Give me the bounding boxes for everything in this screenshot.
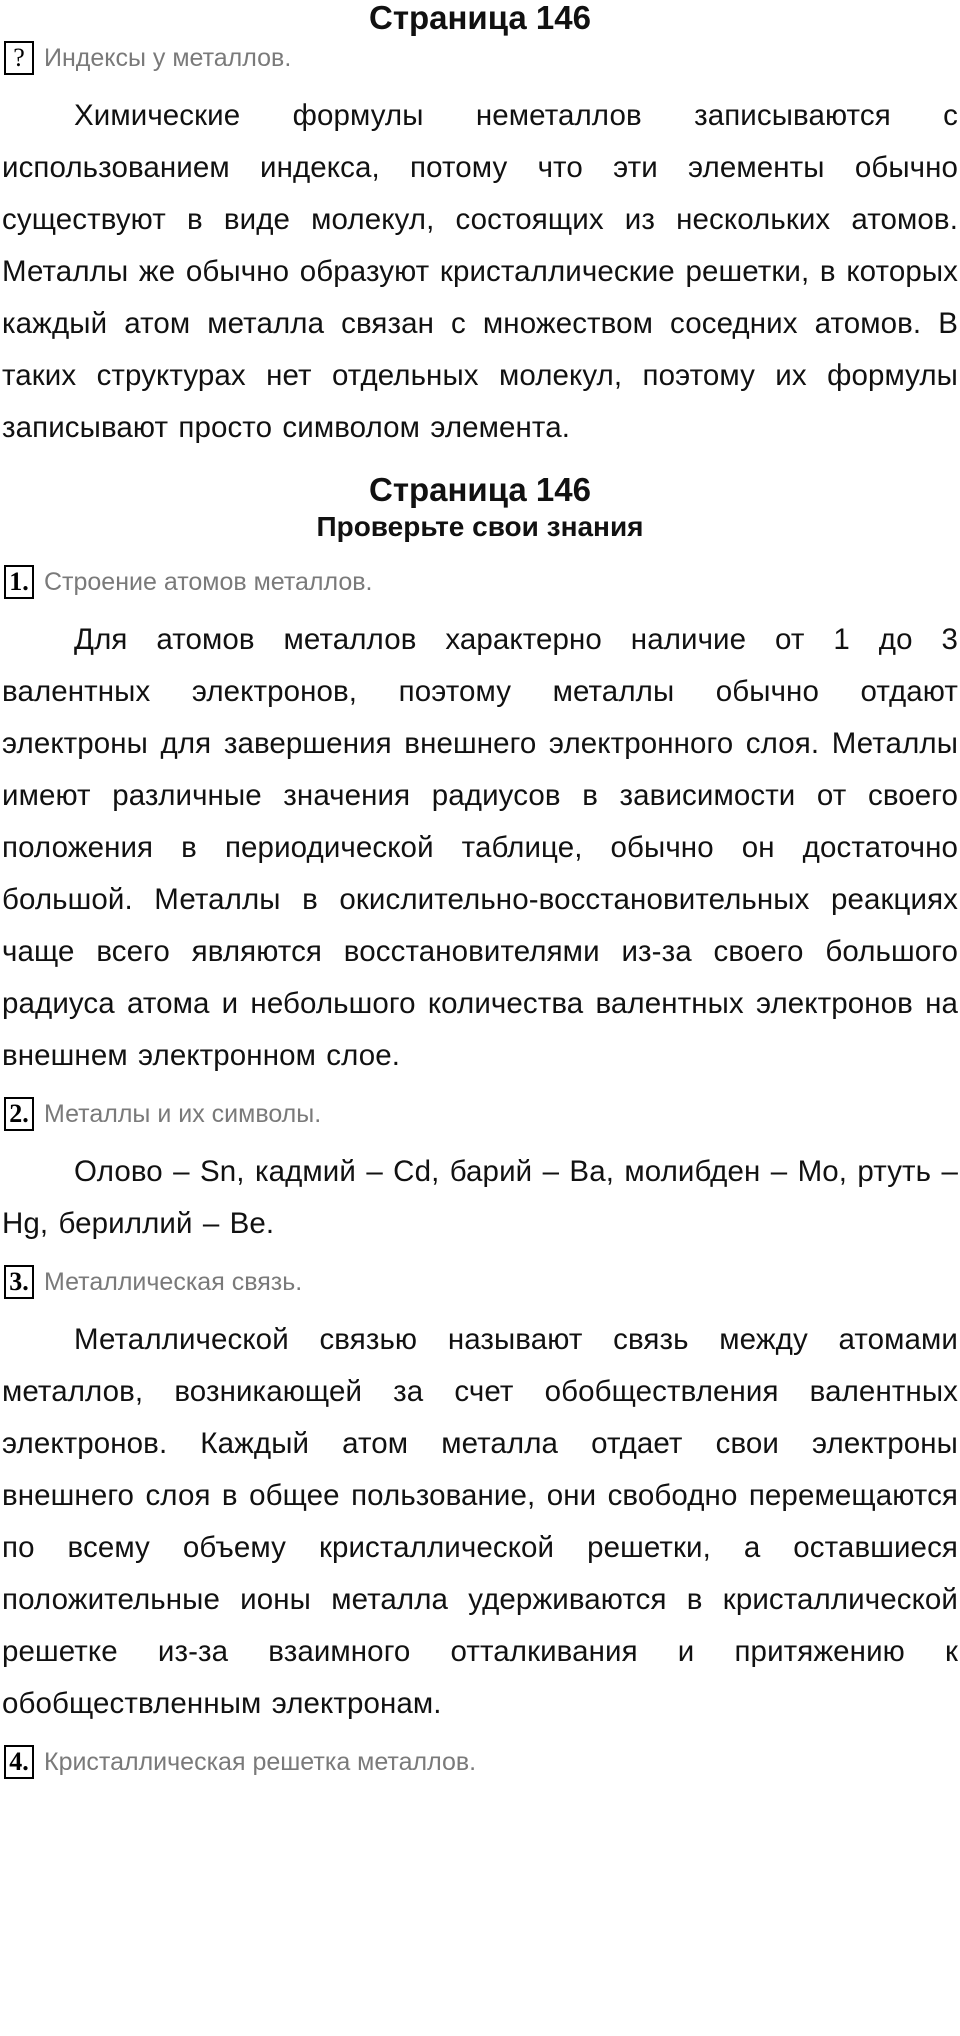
- question-label: Строение атомов металлов.: [44, 567, 373, 596]
- question-header-1: [2, 562, 958, 602]
- answer-paragraph: Олово – Sn, кадмий – Cd, барий – Ba, молибден – Mo, ртуть – Hg, бериллий – Be.: [2, 1155, 958, 1240]
- section-subtitle: Проверьте свои знания: [316, 511, 644, 542]
- question-number-box: 3.: [4, 1265, 34, 1299]
- question-label: Индексы у металлов.: [44, 43, 292, 72]
- answer-paragraph: Металлической связью называют связь между атомами металлов, возникающей за счет обобществления валентных электронов. Каждый атом металла отдает свои электроны внешнего слоя в общее пользование, они свободно перемещаются по всему объему кристаллической решетки, а оставшиеся положительные ионы металла удерживаются в кристаллической решетке из-за взаимного отталкивания и притяжению к обобществленным электронам.: [2, 1323, 958, 1720]
- question-marker-box: ?: [4, 41, 34, 75]
- question-number-box: 4.: [4, 1745, 34, 1779]
- answer-paragraph: Для атомов металлов характерно наличие от 1 до 3 валентных электронов, поэтому металлы обычно отдают электроны для завершения внешнего электронного слоя. Металлы имеют различные значения радиусов в зависимости от своего положения в периодической таблице, обычно он достаточно большой. Металлы в окислительно-восстановительных реакциях чаще всего являются восстановителями из-за своего большого радиуса атома и небольшого количества валентных электронов на внешнем электронном слое.: [2, 623, 958, 1072]
- question-label: Металлы и их символы.: [44, 1099, 322, 1128]
- question-number-box: 2.: [4, 1097, 34, 1131]
- question-label: Металлическая связь.: [44, 1267, 303, 1296]
- question-label: Кристаллическая решетка металлов.: [44, 1747, 477, 1776]
- question-number-box: 1.: [4, 565, 34, 599]
- page-title: Страница 146: [369, 0, 591, 36]
- page-title: Страница 146: [369, 471, 591, 508]
- question-header-3: [2, 1262, 958, 1302]
- question-header-intro: [2, 38, 958, 78]
- question-header-4: [2, 1742, 958, 1782]
- section-header: [2, 472, 958, 544]
- answer-paragraph: Химические формулы неметаллов записываются с использованием индекса, потому что эти элементы обычно существуют в виде молекул, состоящих из нескольких атомов. Металлы же обычно образуют кристаллические решетки, в которых каждый атом металла связан с множеством соседних атомов. В таких структурах нет отдельных молекул, поэтому их формулы записывают просто символом элемента.: [2, 99, 958, 444]
- question-header-2: [2, 1094, 958, 1134]
